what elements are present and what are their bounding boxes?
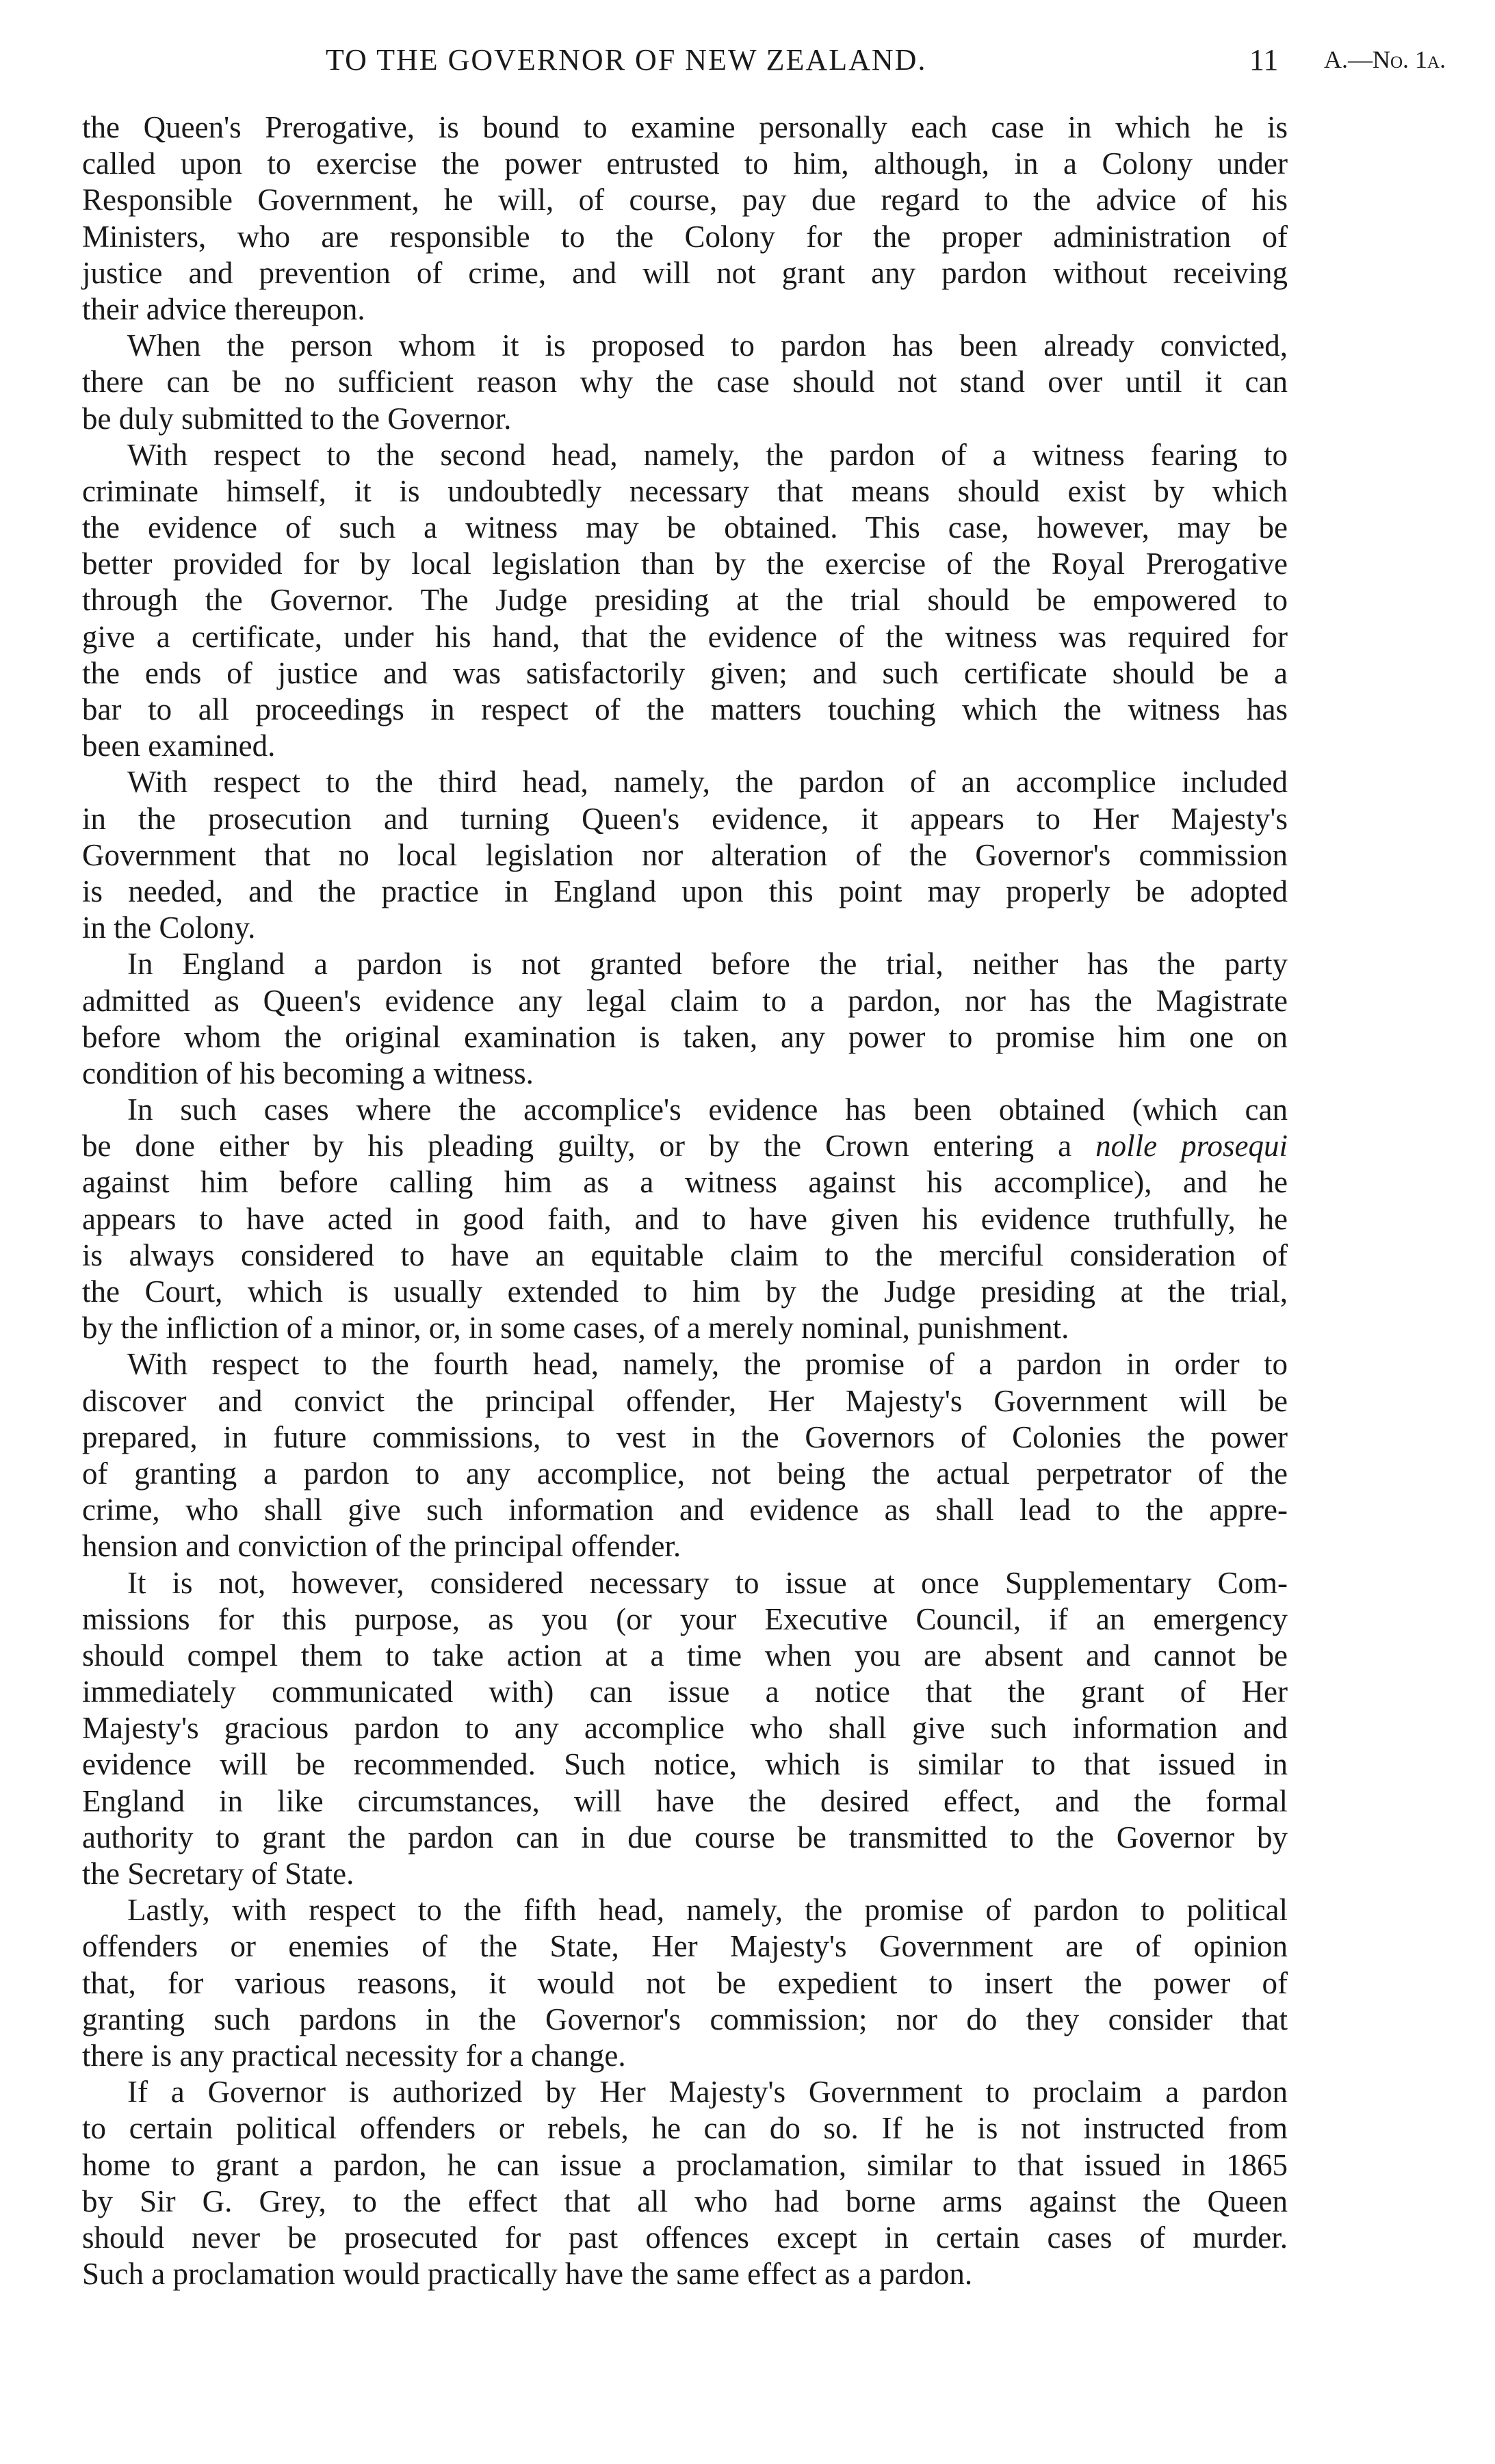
text-line [82, 1128, 1288, 1164]
body-text [82, 109, 1288, 2292]
text-line: Responsible Government, he will, of course, pay due regard to the advice of his [82, 183, 1288, 218]
text-line: that, for various reasons, it would not be expedient to insert the power of [82, 1965, 1288, 2000]
text-segment: be done either by his pleading guilty, or by the Crown entering a [82, 1129, 1096, 1164]
text-line: granting such pardons in the Governor's commission; nor do they consider that [82, 2002, 1288, 2036]
text-line: be duly submitted to the Governor. [82, 401, 512, 436]
text-line: Ministers, who are responsible to the Colony for the proper administration of [82, 219, 1288, 254]
text-line: condition of his becoming a witness. [82, 1056, 534, 1090]
text-line: bar to all proceedings in respect of the matters touching which the witness has [82, 692, 1288, 726]
text-line: before whom the original examination is taken, any power to promise him one on [82, 1019, 1288, 1054]
text-line: evidence will be recommended. Such notice, which is similar to that issued in [82, 1747, 1288, 1782]
paragraph [82, 437, 1288, 765]
text-line: should never be prosecuted for past offences except in certain cases of murder. [82, 2220, 1288, 2255]
text-line: better provided for by local legislation than by the exercise of the Royal Prerogative [82, 547, 1288, 581]
paragraph [82, 328, 1288, 437]
text-line: there can be no sufficient reason why the case should not stand over until it can [82, 365, 1288, 399]
text-line: hension and conviction of the principal offender. [82, 1529, 681, 1564]
text-line: by the infliction of a minor, or, in some cases, of a merely nominal, punishment. [82, 1311, 1069, 1346]
text-line: home to grant a pardon, he can issue a proclamation, similar to that issued in 1865 [82, 2147, 1288, 2182]
paragraph [82, 2074, 1288, 2292]
running-header [0, 42, 1495, 83]
text-line: there is any practical necessity for a change. [82, 2038, 626, 2073]
italic-phrase: nolle prosequi [1095, 1129, 1288, 1164]
text-line: appears to have acted in good faith, and to have given his evidence truthfully, he [82, 1201, 1288, 1236]
text-line: Such a proclamation would practically have the same effect as a pardon. [82, 2257, 973, 2292]
text-line: should compel them to take action at a time when you are absent and cannot be [82, 1638, 1288, 1673]
text-line: England in like circumstances, will have the desired effect, and the formal [82, 1783, 1288, 1818]
text-line: Government that no local legislation nor alteration of the Governor's commission [82, 837, 1288, 872]
text-line: against him before calling him as a witness against his accomplice), and he [82, 1165, 1288, 1200]
text-line: discover and convict the principal offender, Her Majesty's Government will be [82, 1383, 1288, 1418]
text-line: the Secretary of State. [82, 1857, 354, 1891]
text-line: to certain political offenders or rebels, he can do so. If he is not instructed from [82, 2111, 1288, 2146]
text-line: Majesty's gracious pardon to any accomplice who shall give such information and [82, 1711, 1288, 1746]
text-line: When the person whom it is proposed to pardon has been already convicted, [127, 328, 1288, 363]
text-line: criminate himself, it is undoubtedly necessary that means should exist by which [82, 473, 1288, 508]
text-line: authority to grant the pardon can in due course be transmitted to the Governor by [82, 1820, 1288, 1854]
text-line: Lastly, with respect to the fifth head, namely, the promise of pardon to political [127, 1893, 1288, 1928]
text-line: the Court, which is usually extended to him by the Judge presiding at the trial, [82, 1274, 1288, 1309]
text-line: the Queen's Prerogative, is bound to examine personally each case in which he is [82, 110, 1288, 144]
text-line: With respect to the third head, namely, the pardon of an accomplice included [127, 765, 1288, 800]
text-line: of granting a pardon to any accomplice, not being the actual perpetrator of the [82, 1456, 1288, 1491]
text-line: It is not, however, considered necessary to issue at once Supplementary Com- [127, 1565, 1288, 1600]
text-line: been examined. [82, 729, 276, 763]
text-line: offenders or enemies of the State, Her Majesty's Government are of opinion [82, 1929, 1288, 1964]
text-line: the ends of justice and was satisfactorily given; and such certificate should be a [82, 655, 1288, 690]
text-line: give a certificate, under his hand, that the evidence of the witness was required for [82, 619, 1288, 654]
text-line: crime, who shall give such information and evidence as shall lead to the appre- [82, 1493, 1288, 1528]
paragraph [82, 1892, 1288, 2074]
text-line: is always considered to have an equitable claim to the merciful consideration of [82, 1237, 1288, 1272]
document-reference: A.—No. 1a. [1324, 46, 1446, 73]
text-line: called upon to exercise the power entrusted to him, although, in a Colony under [82, 146, 1288, 181]
text-line: In England a pardon is not granted before the trial, neither has the party [127, 947, 1288, 982]
header-title: TO THE GOVERNOR OF NEW ZEALAND. [326, 43, 927, 77]
text-line: In such cases where the accomplice's evidence has been obtained (which can [127, 1092, 1288, 1127]
text-line: in the prosecution and turning Queen's evidence, it appears to Her Majesty's [82, 801, 1288, 836]
text-line: is needed, and the practice in England upon this point may properly be adopted [82, 874, 1288, 908]
text-line: immediately communicated with) can issue a notice that the grant of Her [82, 1675, 1288, 1709]
paragraph [82, 1565, 1288, 1893]
text-line: With respect to the second head, namely, the pardon of a witness fearing to [127, 437, 1288, 472]
paragraph [82, 1346, 1288, 1564]
paragraph [82, 109, 1288, 328]
text-line: With respect to the fourth head, namely, the promise of a pardon in order to [127, 1347, 1288, 1382]
text-line: the evidence of such a witness may be obtained. This case, however, may be [82, 510, 1288, 545]
text-line: missions for this purpose, as you (or your Executive Council, if an emergency [82, 1601, 1288, 1636]
paragraph [82, 1092, 1288, 1346]
text-line: by Sir G. Grey, to the effect that all who had borne arms against the Queen [82, 2184, 1288, 2218]
page-number: 11 [1249, 43, 1279, 77]
paragraph [82, 946, 1288, 1092]
text-line: justice and prevention of crime, and will not grant any pardon without receiving [82, 255, 1288, 290]
text-line: admitted as Queen's evidence any legal claim to a pardon, nor has the Magistrate [82, 983, 1288, 1018]
text-line: If a Governor is authorized by Her Majesty's Government to proclaim a pardon [127, 2075, 1288, 2110]
text-line: in the Colony. [82, 910, 256, 945]
text-line: prepared, in future commissions, to vest in the Governors of Colonies the power [82, 1419, 1288, 1454]
paragraph [82, 764, 1288, 946]
text-line: their advice thereupon. [82, 291, 365, 326]
text-line: through the Governor. The Judge presiding at the trial should be empowered to [82, 583, 1288, 618]
